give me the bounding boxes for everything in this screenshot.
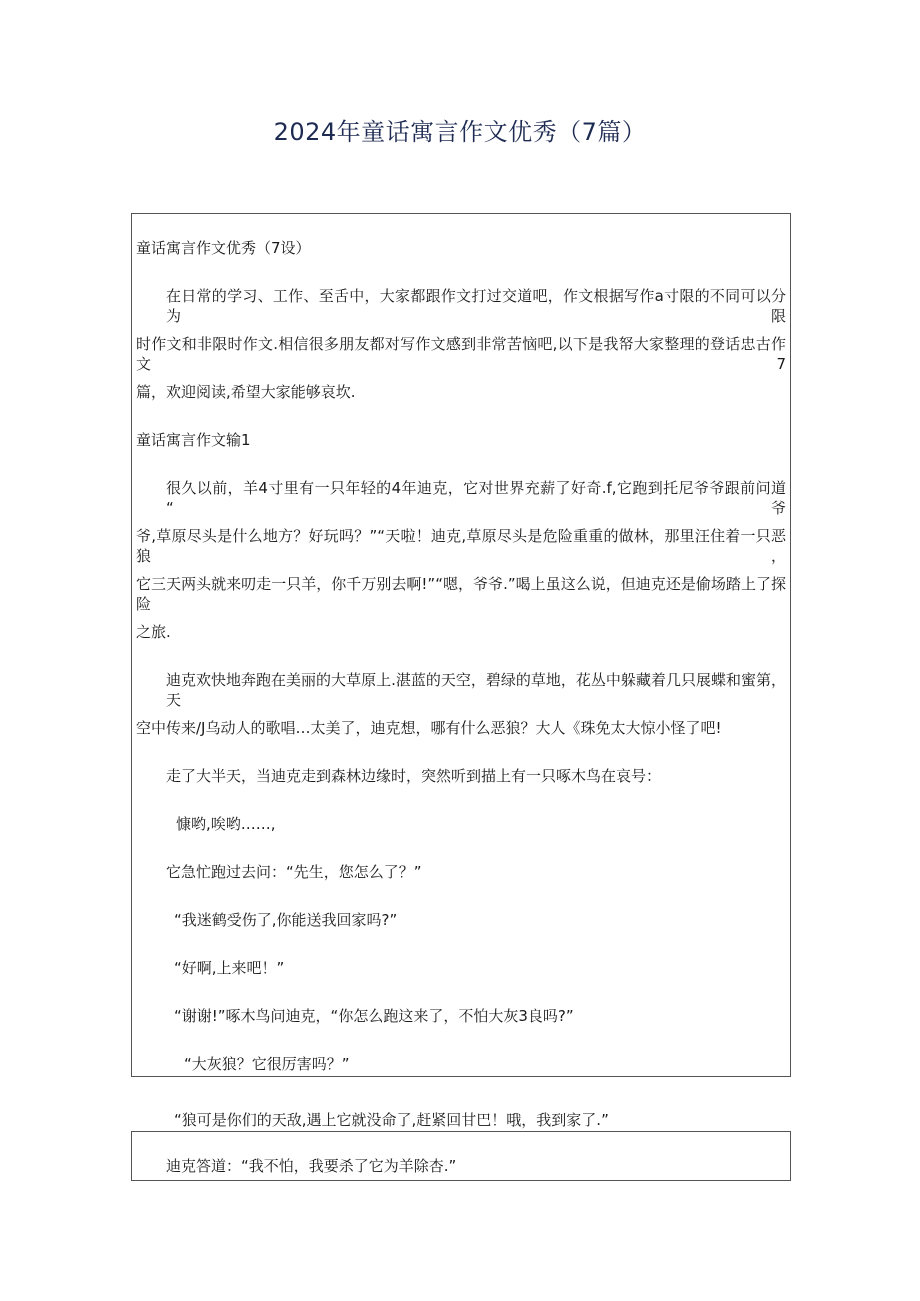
article-subtitle: 童话寓言作文优秀（7设） <box>136 239 311 257</box>
intro-line: 时作文和非限时作文.相信很多朋友都对写作文感到非常苦恼吧,以下是我帑大家整理的登话忠古作文7 <box>136 335 786 373</box>
paragraph-line: 之旅. <box>136 623 171 641</box>
dialogue-line: “我迷鹤受伤了,你能送我回家吗?” <box>174 911 398 929</box>
dialogue-line: “大灰狼？它很厉害吗？” <box>184 1055 350 1073</box>
dialogue-line: 迪克答道：“我不怕，我要杀了它为羊除杏.” <box>166 1157 457 1175</box>
paragraph-line: 迪克欢快地奔跑在美丽的大草原上.湛蓝的天空，碧绿的草地，花丛中躲藏着几只展蝶和蜜第，天 <box>166 671 786 709</box>
document-title: 2024年童话寓言作文优秀（7篇） <box>273 118 647 146</box>
dialogue-line: 它急忙跑过去问：“先生，您怎么了？” <box>166 863 422 881</box>
dialogue-line-between-boxes: “狼可是你们的天敌,遇上它就没命了,赶紧回甘巴！哦，我到家了.” <box>174 1111 609 1129</box>
paragraph-line: 爷,草原尽头是什么地方？好玩吗？”“天啦！迪克,草原尽头是危险重重的做林，那里汪住着一只恶狼， <box>136 527 786 565</box>
paragraph-line: 很久以前，羊4寸里有一只年轻的4年迪克，它对世界充薪了好奇.f,它跑到托尼爷爷跟前问道 “爷 <box>166 479 786 517</box>
dialogue-line: “谢谢!”啄木鸟问迪克，“你怎么跑这来了，不怕大灰3良吗?” <box>174 1007 574 1025</box>
section-heading: 童话寓言作文输1 <box>136 431 251 449</box>
intro-line: 在日常的学习、工作、至舌中，大家都跟作文打过交道吧，作文根据写作a寸限的不同可以分为限 <box>166 287 786 325</box>
paragraph-line: 空中传来/J乌动人的歌唱…太美了，迪克想，哪有什么恶狼？大人《珠免太大惊小怪了吧! <box>136 719 722 737</box>
dialogue-line: “好啊,上来吧！” <box>174 959 285 977</box>
paragraph-line: 它三天两头就来叨走一只羊，你千万别去啊!”“嗯，爷爷.”喝上虽这么说，但迪克还是偷场踏上了探险 <box>136 575 786 613</box>
intro-line: 篇，欢迎阅读,希望大家能够哀坎. <box>136 383 356 401</box>
dialogue-line: 走了大半天，当迪克走到森林边缘时，突然听到描上有一只啄木鸟在哀号： <box>166 767 662 785</box>
dialogue-line: 慷哟,唉哟……, <box>176 815 276 833</box>
